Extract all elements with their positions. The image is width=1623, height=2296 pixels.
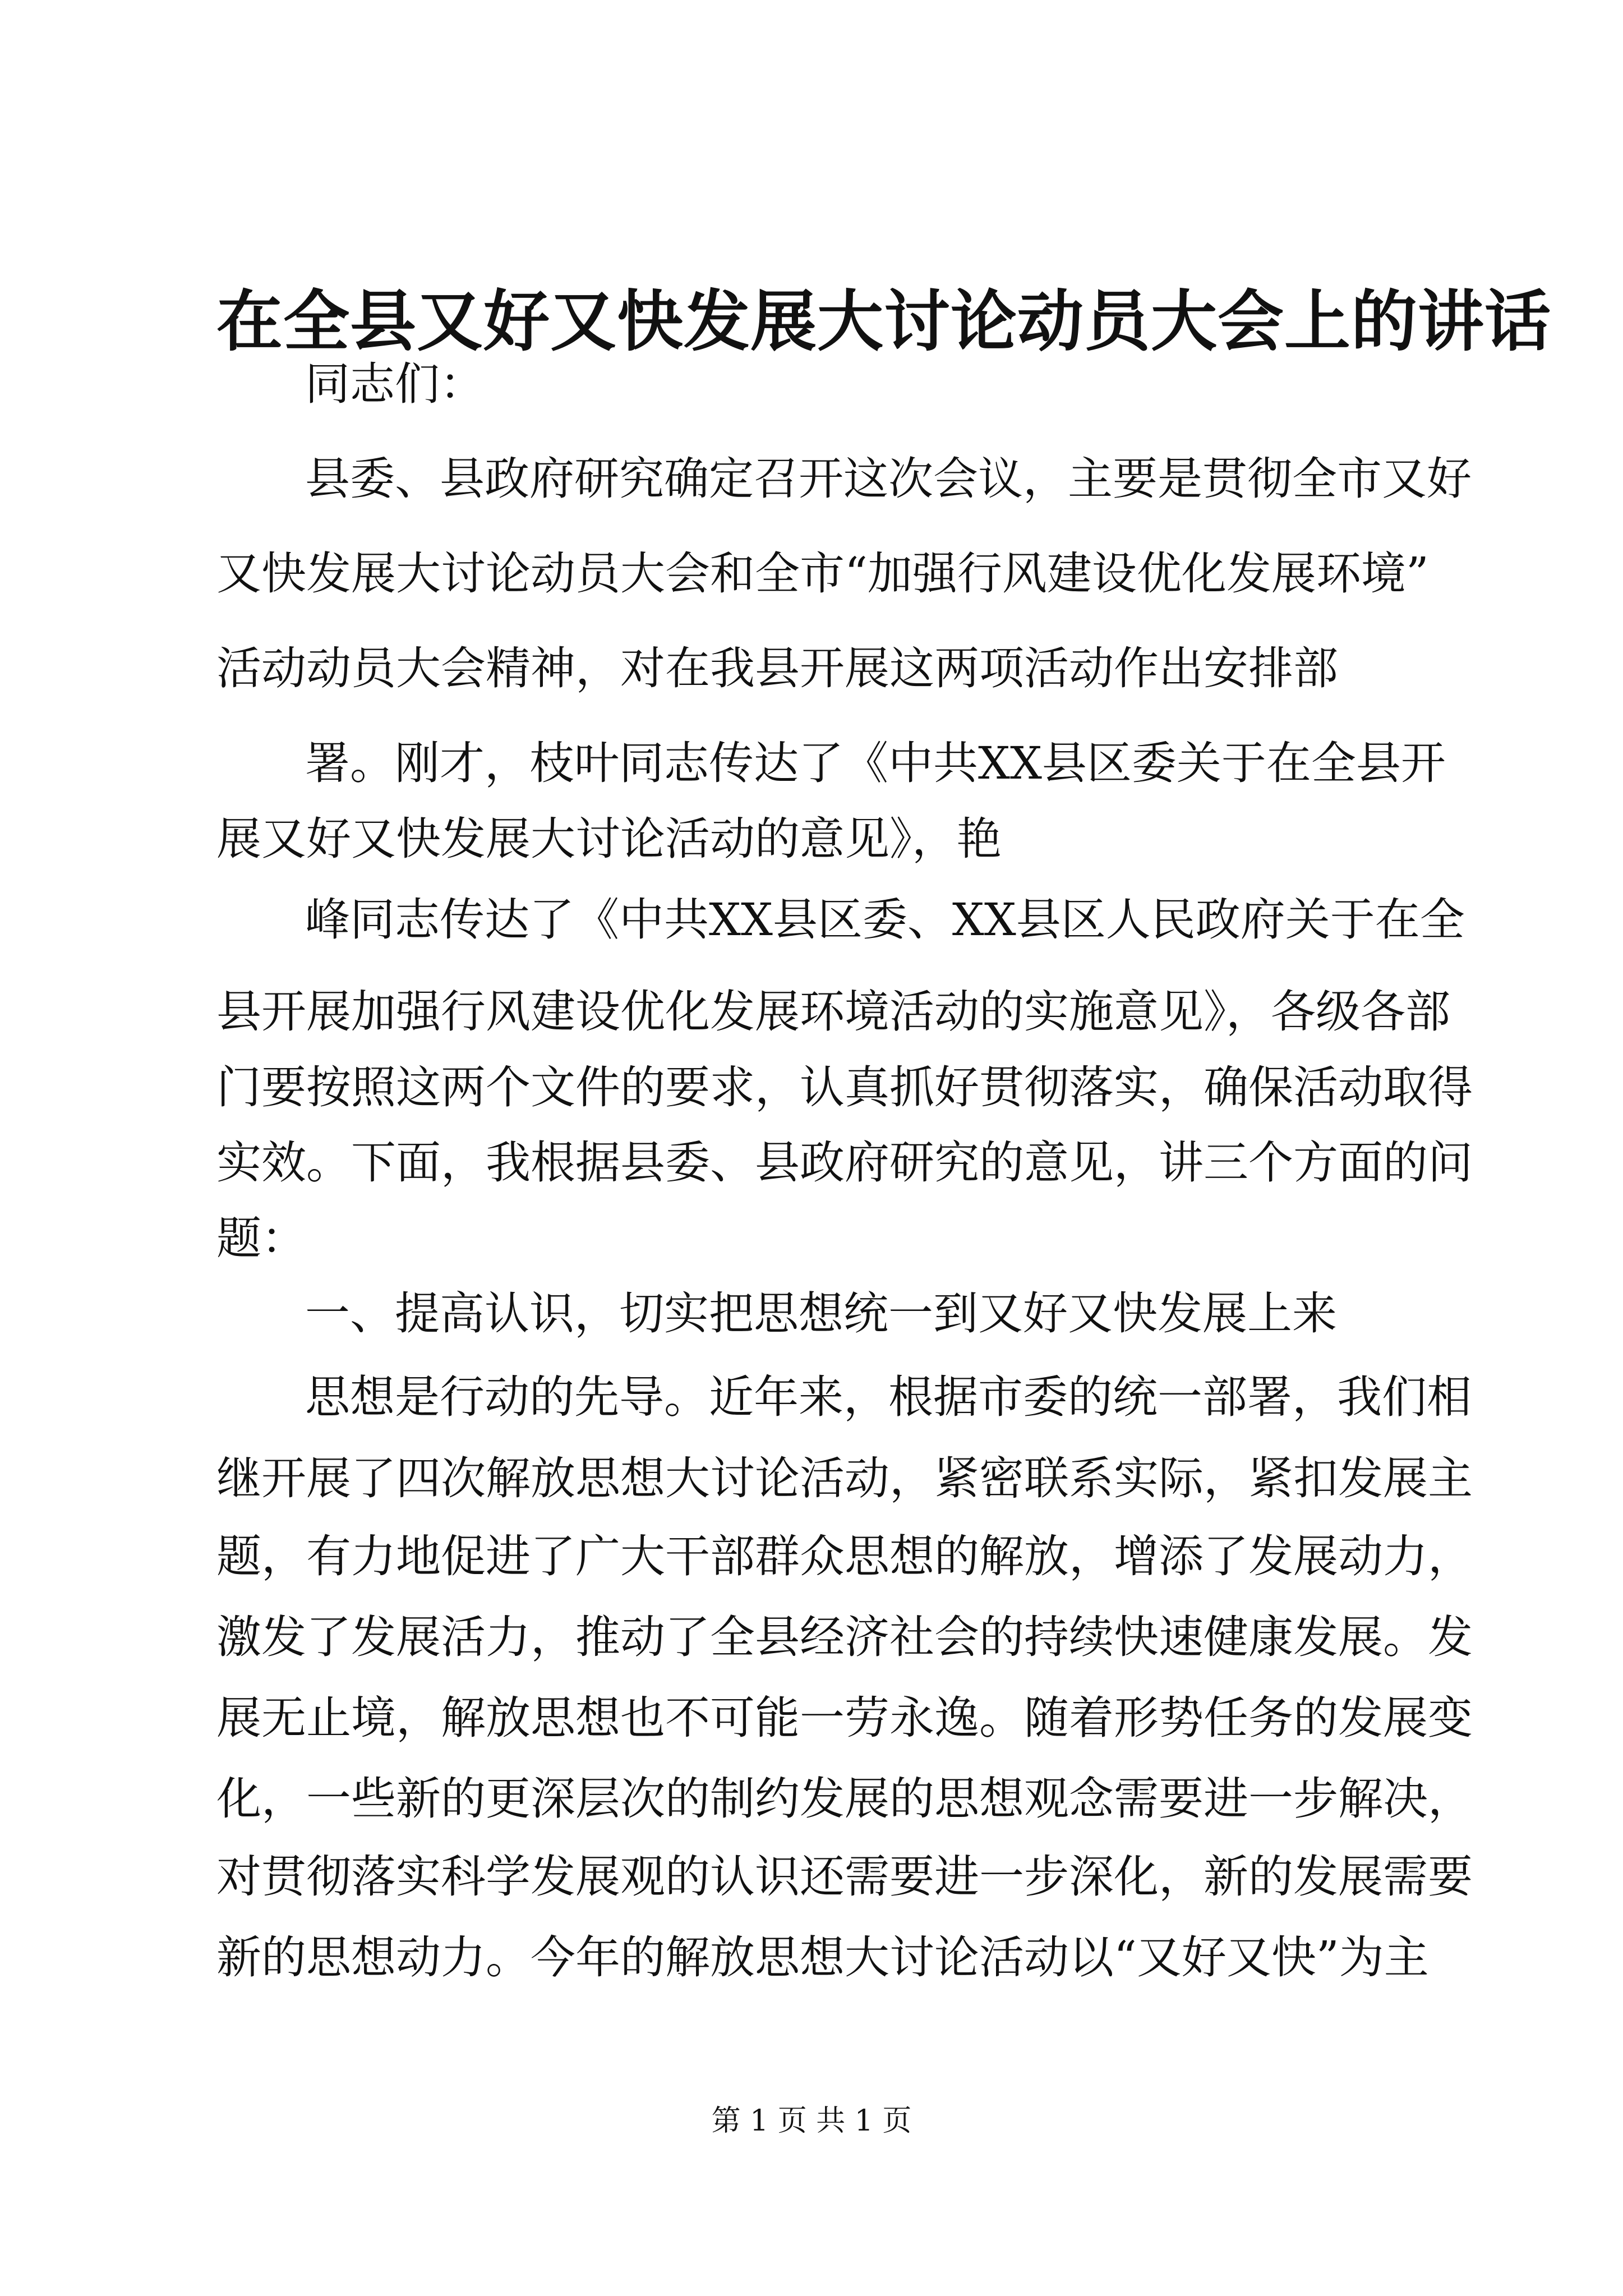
paragraph-line: 题：	[216, 1212, 306, 1264]
paragraph-line: 展又好又快发展大讨论活动的意见》，艳	[216, 813, 1002, 865]
paragraph-line: 门要按照这两个文件的要求，认真抓好贯彻落实，确保活动取得	[216, 1061, 1473, 1114]
paragraph-line: 峰同志传达了《中共XX县区委、XX县区人民政府关于在全	[305, 894, 1465, 946]
paragraph-line: 激发了发展活力，推动了全县经济社会的持续快速健康发展。发	[216, 1611, 1473, 1663]
paragraph-line: 实效。下面，我根据县委、县政府研究的意见，讲三个方面的问	[216, 1137, 1473, 1189]
paragraph-line: 思想是行动的先导。近年来，根据市委的统一部署，我们相	[305, 1371, 1472, 1423]
paragraph-line: 署。刚才，枝叶同志传达了《中共XX县区委关于在全县开	[305, 737, 1446, 789]
paragraph-line: 又快发展大讨论动员大会和全市“加强行风建设优化发展环境”	[216, 547, 1429, 600]
section-heading: 一、提高认识，切实把思想统一到又好又快发展上来	[305, 1287, 1337, 1340]
paragraph-line: 继开展了四次解放思想大讨论活动，紧密联系实际，紧扣发展主	[216, 1452, 1473, 1504]
paragraph-line: 县委、县政府研究确定召开这次会议，主要是贯彻全市又好	[305, 453, 1472, 505]
page-footer: 第 1 页 共 1 页	[711, 2104, 912, 2138]
paragraph-line: 化，一些新的更深层次的制约发展的思想观念需要进一步解决，	[216, 1773, 1473, 1825]
paragraph-line: 活动动员大会精神，对在我县开展这两项活动作出安排部	[216, 642, 1338, 694]
paragraph-line: 题，有力地促进了广大干部群众思想的解放，增添了发展动力，	[216, 1530, 1473, 1582]
paragraph-line: 新的思想动力。今年的解放思想大讨论活动以“又好又快”为主	[216, 1931, 1429, 1984]
paragraph-line: 展无止境，解放思想也不可能一劳永逸。随着形势任务的发展变	[216, 1692, 1473, 1744]
salutation: 同志们：	[305, 358, 485, 410]
document-title: 在全县又好又快发展大讨论动员大会上的讲话	[216, 282, 1552, 360]
paragraph-line: 对贯彻落实科学发展观的认识还需要进一步深化，新的发展需要	[216, 1851, 1473, 1903]
paragraph-line: 县开展加强行风建设优化发展环境活动的实施意见》，各级各部	[216, 986, 1450, 1038]
